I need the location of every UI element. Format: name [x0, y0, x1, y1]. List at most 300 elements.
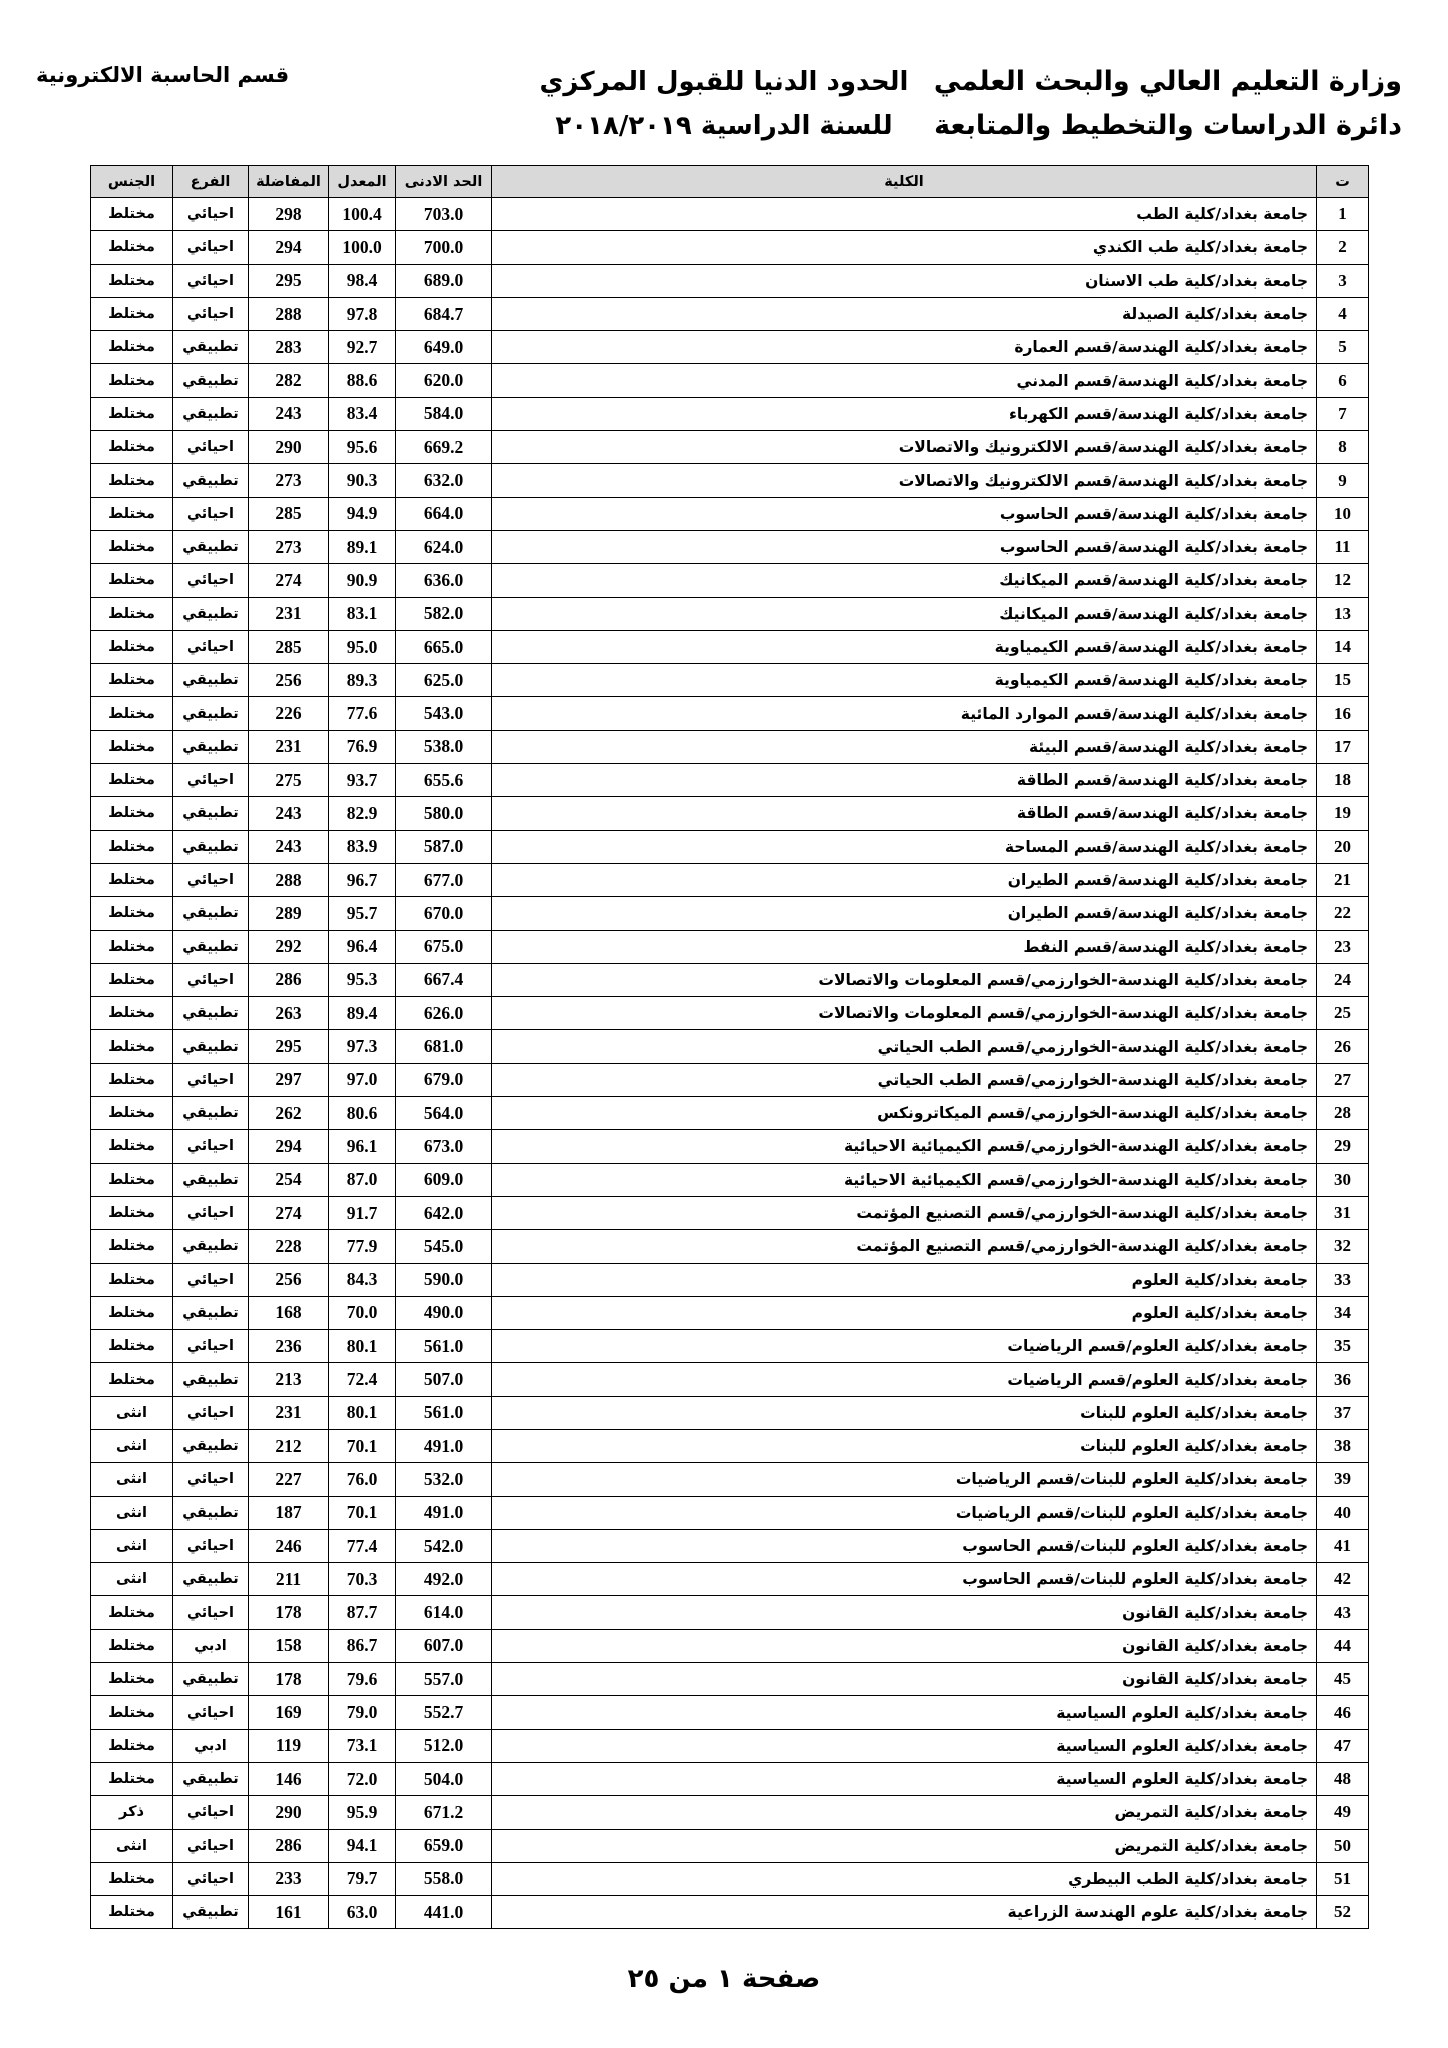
cell-average: 79.6: [329, 1663, 396, 1696]
cell-branch: احيائي: [173, 1263, 249, 1296]
cell-preference: 292: [249, 930, 329, 963]
cell-preference: 231: [249, 730, 329, 763]
cell-average: 87.7: [329, 1596, 396, 1629]
cell-college: جامعة بغداد/كلية الهندسة/قسم الطيران: [492, 863, 1317, 896]
cell-college: جامعة بغداد/كلية الهندسة-الخوارزمي/قسم المعلومات والاتصالات: [492, 963, 1317, 996]
cell-gender: مختلط: [91, 664, 173, 697]
cell-average: 70.0: [329, 1296, 396, 1329]
cell-branch: احيائي: [173, 764, 249, 797]
cell-min-score: 649.0: [396, 331, 492, 364]
title-line: الحدود الدنيا للقبول المركزي: [539, 67, 909, 97]
table-row: [91, 564, 1369, 597]
cell-branch: تطبيقي: [173, 797, 249, 830]
cell-preference: 273: [249, 530, 329, 563]
cell-min-score: 675.0: [396, 930, 492, 963]
cell-gender: مختلط: [91, 397, 173, 430]
cell-preference: 294: [249, 1130, 329, 1163]
cell-gender: مختلط: [91, 1696, 173, 1729]
cell-gender: مختلط: [91, 630, 173, 663]
cell-seq: 1: [1317, 198, 1369, 231]
cell-gender: مختلط: [91, 1330, 173, 1363]
table-row: [91, 1663, 1369, 1696]
cell-branch: احيائي: [173, 497, 249, 530]
cell-min-score: 681.0: [396, 1030, 492, 1063]
cell-seq: 19: [1317, 797, 1369, 830]
cell-average: 96.4: [329, 930, 396, 963]
cell-average: 77.9: [329, 1230, 396, 1263]
cell-min-score: 557.0: [396, 1663, 492, 1696]
cell-gender: مختلط: [91, 764, 173, 797]
cell-branch: تطبيقي: [173, 1563, 249, 1596]
cell-gender: انثى: [91, 1563, 173, 1596]
cell-min-score: 626.0: [396, 997, 492, 1030]
cell-seq: 35: [1317, 1330, 1369, 1363]
cell-seq: 36: [1317, 1363, 1369, 1396]
cell-branch: احيائي: [173, 297, 249, 330]
cell-average: 83.1: [329, 597, 396, 630]
cell-average: 77.4: [329, 1529, 396, 1562]
cell-gender: مختلط: [91, 1663, 173, 1696]
cell-min-score: 625.0: [396, 664, 492, 697]
cell-gender: مختلط: [91, 930, 173, 963]
cell-preference: 236: [249, 1330, 329, 1363]
cell-preference: 256: [249, 664, 329, 697]
cell-gender: مختلط: [91, 364, 173, 397]
cell-branch: تطبيقي: [173, 1762, 249, 1795]
cell-min-score: 491.0: [396, 1429, 492, 1462]
cell-preference: 295: [249, 1030, 329, 1063]
cell-college: جامعة بغداد/كلية العلوم للبنات: [492, 1396, 1317, 1429]
cell-min-score: 590.0: [396, 1263, 492, 1296]
cell-average: 63.0: [329, 1896, 396, 1929]
cell-gender: مختلط: [91, 1230, 173, 1263]
table-row: [91, 730, 1369, 763]
cell-min-score: 703.0: [396, 198, 492, 231]
cell-seq: 23: [1317, 930, 1369, 963]
cell-preference: 161: [249, 1896, 329, 1929]
cell-gender: مختلط: [91, 597, 173, 630]
table-row: [91, 1396, 1369, 1429]
cell-college: جامعة بغداد/كلية الهندسة/قسم النفط: [492, 930, 1317, 963]
cell-college: جامعة بغداد/كلية الهندسة-الخوارزمي/قسم الطب الحياتي: [492, 1063, 1317, 1096]
cell-min-score: 677.0: [396, 863, 492, 896]
cell-min-score: 667.4: [396, 963, 492, 996]
cell-preference: 169: [249, 1696, 329, 1729]
cell-branch: تطبيقي: [173, 530, 249, 563]
cell-seq: 27: [1317, 1063, 1369, 1096]
cell-min-score: 665.0: [396, 630, 492, 663]
cell-college: جامعة بغداد/كلية التمريض: [492, 1829, 1317, 1862]
cell-preference: 146: [249, 1762, 329, 1795]
cell-seq: 30: [1317, 1163, 1369, 1196]
cell-gender: مختلط: [91, 1296, 173, 1329]
cell-average: 95.7: [329, 897, 396, 930]
cell-min-score: 673.0: [396, 1130, 492, 1163]
table-row: [91, 397, 1369, 430]
cell-average: 73.1: [329, 1729, 396, 1762]
table-row: [91, 231, 1369, 264]
cell-preference: 275: [249, 764, 329, 797]
cell-min-score: 542.0: [396, 1529, 492, 1562]
cell-college: جامعة بغداد/كلية العلوم السياسية: [492, 1696, 1317, 1729]
cell-branch: احيائي: [173, 963, 249, 996]
table-row: [91, 431, 1369, 464]
cell-preference: 274: [249, 1196, 329, 1229]
cell-seq: 32: [1317, 1230, 1369, 1263]
cell-gender: مختلط: [91, 1130, 173, 1163]
cell-average: 70.1: [329, 1496, 396, 1529]
header-seq: ت: [1317, 166, 1369, 198]
cell-min-score: 543.0: [396, 697, 492, 730]
cell-college: جامعة بغداد/كلية الهندسة/قسم الكيمياوية: [492, 664, 1317, 697]
section-header: [36, 60, 289, 90]
cell-gender: مختلط: [91, 797, 173, 830]
cell-seq: 13: [1317, 597, 1369, 630]
admission-table: [90, 165, 1369, 1929]
cell-gender: مختلط: [91, 730, 173, 763]
cell-branch: احيائي: [173, 231, 249, 264]
table-row: [91, 1163, 1369, 1196]
cell-college: جامعة بغداد/كلية الهندسة/قسم الالكترونيك والاتصالات: [492, 431, 1317, 464]
cell-gender: ذكر: [91, 1796, 173, 1829]
cell-seq: 2: [1317, 231, 1369, 264]
table-row: [91, 1463, 1369, 1496]
cell-average: 84.3: [329, 1263, 396, 1296]
cell-college: جامعة بغداد/كلية العلوم: [492, 1296, 1317, 1329]
cell-branch: تطبيقي: [173, 1496, 249, 1529]
cell-gender: مختلط: [91, 1163, 173, 1196]
cell-average: 72.0: [329, 1762, 396, 1795]
cell-seq: 47: [1317, 1729, 1369, 1762]
cell-average: 86.7: [329, 1629, 396, 1662]
cell-min-score: 441.0: [396, 1896, 492, 1929]
cell-branch: احيائي: [173, 1330, 249, 1363]
cell-branch: تطبيقي: [173, 897, 249, 930]
cell-gender: مختلط: [91, 231, 173, 264]
cell-seq: 38: [1317, 1429, 1369, 1462]
cell-gender: مختلط: [91, 331, 173, 364]
table-row: [91, 1263, 1369, 1296]
cell-branch: تطبيقي: [173, 597, 249, 630]
cell-preference: 274: [249, 564, 329, 597]
cell-college: جامعة بغداد/كلية الهندسة/قسم الكهرباء: [492, 397, 1317, 430]
cell-seq: 42: [1317, 1563, 1369, 1596]
cell-average: 92.7: [329, 331, 396, 364]
cell-average: 100.0: [329, 231, 396, 264]
cell-average: 72.4: [329, 1363, 396, 1396]
cell-college: جامعة بغداد/كلية العلوم للبنات: [492, 1429, 1317, 1462]
cell-preference: 158: [249, 1629, 329, 1662]
header-branch: الفرع: [173, 166, 249, 198]
cell-college: جامعة بغداد/كلية القانون: [492, 1663, 1317, 1696]
cell-gender: انثى: [91, 1463, 173, 1496]
cell-average: 95.6: [329, 431, 396, 464]
table-row: [91, 1196, 1369, 1229]
table-row: [91, 497, 1369, 530]
cell-seq: 40: [1317, 1496, 1369, 1529]
cell-min-score: 700.0: [396, 231, 492, 264]
cell-min-score: 636.0: [396, 564, 492, 597]
cell-gender: مختلط: [91, 997, 173, 1030]
cell-college: جامعة بغداد/كلية العلوم/قسم الرياضيات: [492, 1363, 1317, 1396]
cell-branch: احيائي: [173, 1396, 249, 1429]
table-row: [91, 1696, 1369, 1729]
table-row: [91, 664, 1369, 697]
cell-college: جامعة بغداد/كلية الهندسة/قسم الطيران: [492, 897, 1317, 930]
cell-min-score: 684.7: [396, 297, 492, 330]
cell-average: 70.1: [329, 1429, 396, 1462]
cell-preference: 243: [249, 830, 329, 863]
cell-branch: تطبيقي: [173, 997, 249, 1030]
cell-average: 70.3: [329, 1563, 396, 1596]
cell-branch: تطبيقي: [173, 697, 249, 730]
table-row: [91, 1729, 1369, 1762]
cell-min-score: 671.2: [396, 1796, 492, 1829]
cell-gender: مختلط: [91, 1363, 173, 1396]
cell-seq: 41: [1317, 1529, 1369, 1562]
cell-seq: 44: [1317, 1629, 1369, 1662]
cell-branch: احيائي: [173, 1130, 249, 1163]
cell-branch: احيائي: [173, 1829, 249, 1862]
cell-seq: 14: [1317, 630, 1369, 663]
cell-gender: مختلط: [91, 863, 173, 896]
cell-gender: مختلط: [91, 1196, 173, 1229]
table-row: [91, 930, 1369, 963]
cell-college: جامعة بغداد/كلية الهندسة/قسم الموارد المائية: [492, 697, 1317, 730]
cell-min-score: 512.0: [396, 1729, 492, 1762]
cell-college: جامعة بغداد/كلية العلوم للبنات/قسم الرياضيات: [492, 1463, 1317, 1496]
page-number: صفحة ١ من ٢٥: [627, 1964, 821, 1994]
cell-preference: 288: [249, 297, 329, 330]
table-row: [91, 1629, 1369, 1662]
cell-preference: 211: [249, 1563, 329, 1596]
cell-preference: 254: [249, 1163, 329, 1196]
cell-preference: 294: [249, 231, 329, 264]
table-row: [91, 464, 1369, 497]
cell-seq: 37: [1317, 1396, 1369, 1429]
cell-college: جامعة بغداد/كلية العلوم للبنات/قسم الرياضيات: [492, 1496, 1317, 1529]
cell-seq: 16: [1317, 697, 1369, 730]
cell-college: جامعة بغداد/كلية العلوم السياسية: [492, 1729, 1317, 1762]
cell-branch: تطبيقي: [173, 830, 249, 863]
cell-branch: ادبي: [173, 1629, 249, 1662]
cell-average: 79.0: [329, 1696, 396, 1729]
cell-average: 89.1: [329, 530, 396, 563]
cell-min-score: 552.7: [396, 1696, 492, 1729]
cell-preference: 243: [249, 397, 329, 430]
cell-branch: احيائي: [173, 1529, 249, 1562]
cell-preference: 285: [249, 630, 329, 663]
cell-gender: مختلط: [91, 830, 173, 863]
cell-preference: 286: [249, 963, 329, 996]
cell-min-score: 491.0: [396, 1496, 492, 1529]
cell-college: جامعة بغداد/كلية الهندسة/قسم الميكانيك: [492, 597, 1317, 630]
table-row: [91, 597, 1369, 630]
cell-seq: 49: [1317, 1796, 1369, 1829]
cell-branch: تطبيقي: [173, 1030, 249, 1063]
table-row: [91, 830, 1369, 863]
cell-average: 83.4: [329, 397, 396, 430]
cell-branch: تطبيقي: [173, 1097, 249, 1130]
cell-college: جامعة بغداد/كلية طب الكندي: [492, 231, 1317, 264]
cell-gender: مختلط: [91, 1030, 173, 1063]
cell-seq: 33: [1317, 1263, 1369, 1296]
cell-min-score: 689.0: [396, 264, 492, 297]
cell-average: 97.3: [329, 1030, 396, 1063]
cell-average: 87.0: [329, 1163, 396, 1196]
cell-branch: احيائي: [173, 431, 249, 464]
cell-average: 82.9: [329, 797, 396, 830]
header-college: الكلية: [492, 166, 1317, 198]
table-row: [91, 1496, 1369, 1529]
table-row: [91, 1296, 1369, 1329]
cell-college: جامعة بغداد/كلية الهندسة/قسم الكيمياوية: [492, 630, 1317, 663]
cell-average: 80.1: [329, 1396, 396, 1429]
table-row: [91, 963, 1369, 996]
cell-gender: مختلط: [91, 1596, 173, 1629]
table-row: [91, 264, 1369, 297]
cell-min-score: 561.0: [396, 1396, 492, 1429]
cell-gender: مختلط: [91, 897, 173, 930]
cell-branch: تطبيقي: [173, 1296, 249, 1329]
cell-college: جامعة بغداد/كلية العلوم للبنات/قسم الحاسوب: [492, 1563, 1317, 1596]
cell-gender: مختلط: [91, 464, 173, 497]
table-row: [91, 863, 1369, 896]
cell-preference: 290: [249, 1796, 329, 1829]
cell-preference: 178: [249, 1596, 329, 1629]
cell-preference: 297: [249, 1063, 329, 1096]
cell-min-score: 504.0: [396, 1762, 492, 1795]
table-row: [91, 764, 1369, 797]
table-row: [91, 1862, 1369, 1895]
cell-branch: تطبيقي: [173, 397, 249, 430]
cell-min-score: 607.0: [396, 1629, 492, 1662]
cell-seq: 45: [1317, 1663, 1369, 1696]
cell-branch: احيائي: [173, 863, 249, 896]
table-row: [91, 331, 1369, 364]
cell-branch: تطبيقي: [173, 730, 249, 763]
cell-min-score: 490.0: [396, 1296, 492, 1329]
cell-min-score: 624.0: [396, 530, 492, 563]
cell-branch: احيائي: [173, 564, 249, 597]
cell-average: 95.3: [329, 963, 396, 996]
cell-gender: انثى: [91, 1529, 173, 1562]
cell-average: 76.9: [329, 730, 396, 763]
department-name: دائرة الدراسات والتخطيط والمتابعة: [934, 110, 1402, 141]
cell-preference: 212: [249, 1429, 329, 1462]
cell-min-score: 632.0: [396, 464, 492, 497]
cell-average: 77.6: [329, 697, 396, 730]
cell-average: 79.7: [329, 1862, 396, 1895]
cell-college: جامعة بغداد/كلية العلوم السياسية: [492, 1762, 1317, 1795]
cell-seq: 6: [1317, 364, 1369, 397]
cell-branch: تطبيقي: [173, 1230, 249, 1263]
cell-gender: مختلط: [91, 431, 173, 464]
cell-branch: احيائي: [173, 1862, 249, 1895]
cell-gender: مختلط: [91, 1762, 173, 1795]
table-row: [91, 198, 1369, 231]
table-row: [91, 1529, 1369, 1562]
cell-seq: 52: [1317, 1896, 1369, 1929]
cell-branch: احيائي: [173, 1696, 249, 1729]
table-row: [91, 997, 1369, 1030]
cell-preference: 119: [249, 1729, 329, 1762]
cell-seq: 17: [1317, 730, 1369, 763]
cell-preference: 256: [249, 1263, 329, 1296]
cell-seq: 34: [1317, 1296, 1369, 1329]
cell-seq: 11: [1317, 530, 1369, 563]
cell-average: 98.4: [329, 264, 396, 297]
cell-average: 90.9: [329, 564, 396, 597]
cell-average: 94.9: [329, 497, 396, 530]
cell-seq: 3: [1317, 264, 1369, 297]
table-header-row: [91, 166, 1369, 198]
table-row: [91, 1596, 1369, 1629]
table-row: [91, 1829, 1369, 1862]
cell-min-score: 655.6: [396, 764, 492, 797]
cell-seq: 28: [1317, 1097, 1369, 1130]
cell-seq: 20: [1317, 830, 1369, 863]
cell-seq: 46: [1317, 1696, 1369, 1729]
cell-college: جامعة بغداد/كلية الهندسة/قسم البيئة: [492, 730, 1317, 763]
cell-average: 95.9: [329, 1796, 396, 1829]
cell-college: جامعة بغداد/كلية الهندسة-الخوارزمي/قسم التصنيع المؤتمت: [492, 1230, 1317, 1263]
table-row: [91, 697, 1369, 730]
cell-branch: احيائي: [173, 1063, 249, 1096]
cell-seq: 12: [1317, 564, 1369, 597]
cell-seq: 18: [1317, 764, 1369, 797]
cell-gender: مختلط: [91, 1729, 173, 1762]
table-row: [91, 1030, 1369, 1063]
cell-min-score: 507.0: [396, 1363, 492, 1396]
cell-preference: 178: [249, 1663, 329, 1696]
cell-min-score: 564.0: [396, 1097, 492, 1130]
cell-college: جامعة بغداد/كلية الهندسة/قسم العمارة: [492, 331, 1317, 364]
cell-min-score: 670.0: [396, 897, 492, 930]
cell-average: 96.7: [329, 863, 396, 896]
table-row: [91, 297, 1369, 330]
cell-gender: مختلط: [91, 1263, 173, 1296]
cell-average: 91.7: [329, 1196, 396, 1229]
cell-min-score: 582.0: [396, 597, 492, 630]
table-row: [91, 797, 1369, 830]
cell-seq: 7: [1317, 397, 1369, 430]
table-row: [91, 1762, 1369, 1795]
cell-seq: 31: [1317, 1196, 1369, 1229]
cell-average: 97.8: [329, 297, 396, 330]
cell-seq: 39: [1317, 1463, 1369, 1496]
cell-branch: تطبيقي: [173, 664, 249, 697]
table-row: [91, 1230, 1369, 1263]
header-min-score: الحد الادنى: [396, 166, 492, 198]
cell-seq: 24: [1317, 963, 1369, 996]
cell-min-score: 538.0: [396, 730, 492, 763]
cell-average: 95.0: [329, 630, 396, 663]
cell-branch: تطبيقي: [173, 1363, 249, 1396]
cell-college: جامعة بغداد/كلية العلوم للبنات/قسم الحاسوب: [492, 1529, 1317, 1562]
cell-average: 83.9: [329, 830, 396, 863]
header-gender: الجنس: [91, 166, 173, 198]
cell-preference: 226: [249, 697, 329, 730]
table-row: [91, 1796, 1369, 1829]
table-row: [91, 1363, 1369, 1396]
cell-min-score: 561.0: [396, 1330, 492, 1363]
cell-branch: تطبيقي: [173, 1663, 249, 1696]
cell-preference: 213: [249, 1363, 329, 1396]
cell-gender: مختلط: [91, 264, 173, 297]
cell-branch: احيائي: [173, 1796, 249, 1829]
cell-branch: تطبيقي: [173, 464, 249, 497]
